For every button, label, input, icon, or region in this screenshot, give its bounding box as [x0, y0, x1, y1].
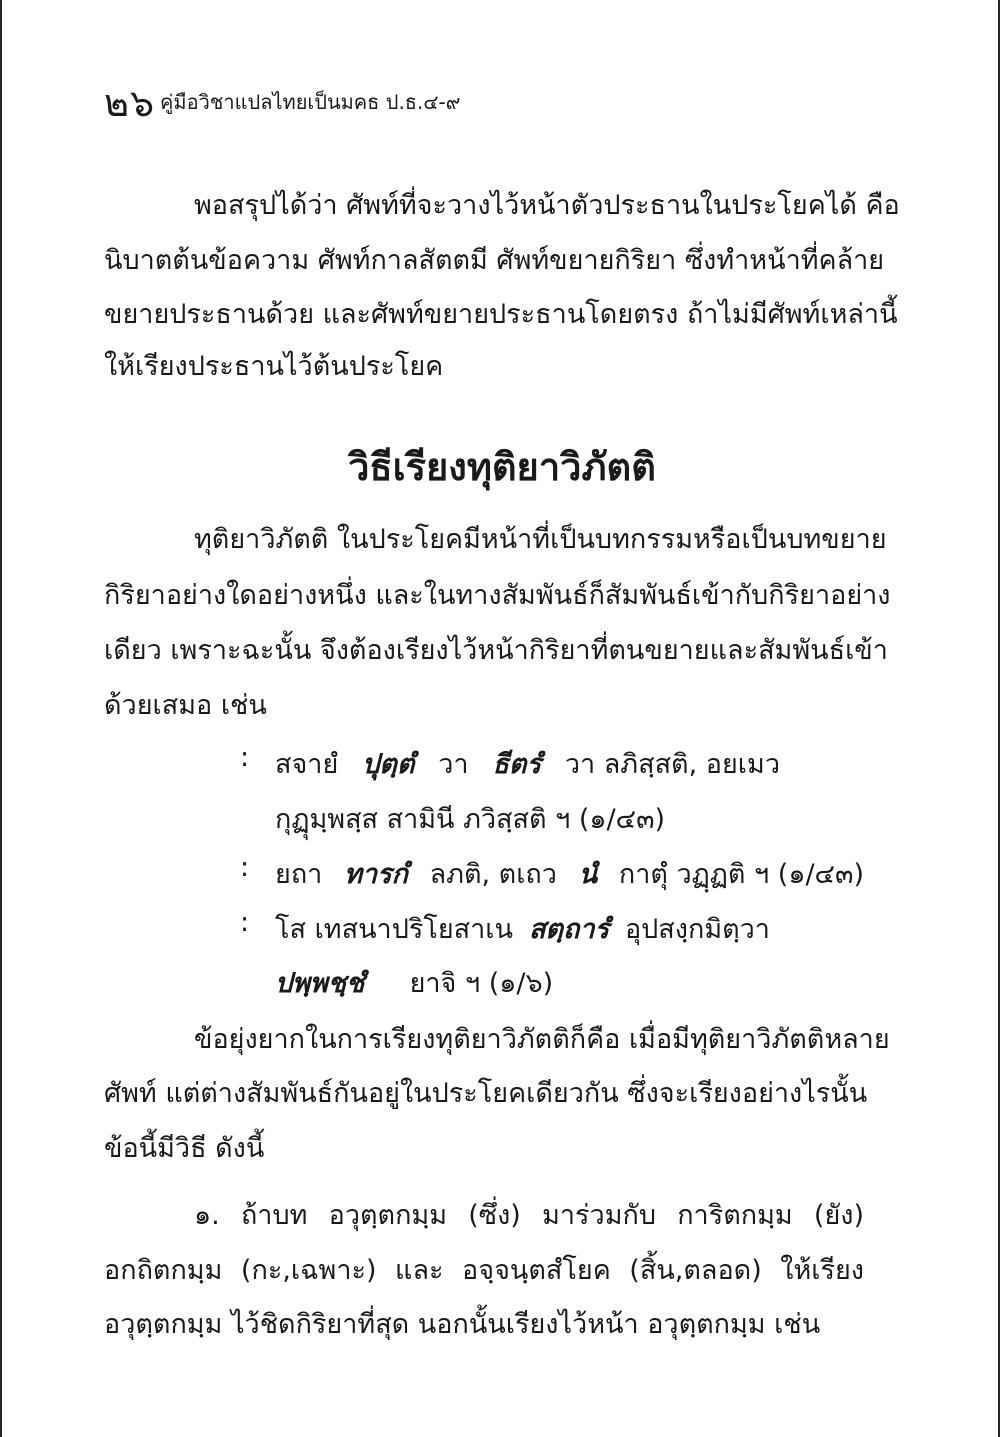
example-2-colon: :	[240, 852, 250, 883]
example-1-line-1	[275, 742, 780, 785]
ex3-line2-bold: ปพฺพชฺชํ	[275, 968, 365, 999]
para4-line-2: อกถิตกมฺม (กะ,เฉพาะ) และ อจฺจนฺตสํโยค (สิ้น,ตลอด) ให้เรียง	[104, 1255, 864, 1286]
ex1-word-b: ปุตฺตํ	[362, 749, 415, 780]
para4-line-3: อวุตฺตกมฺม ไว้ชิดกิริยาที่สุด นอกนั้นเรียงไว้หน้า อวุตฺตกมฺม เช่น	[104, 1309, 821, 1340]
para1-line-4: ให้เรียงประธานไว้ต้นประโยค	[104, 351, 444, 382]
para1-line-3: ขยายประธานด้วย และศัพท์ขยายประธานโดยตรง ถ้าไม่มีศัพท์เหล่านี้	[104, 299, 898, 330]
ex3-word-a: โส เทสนาปริโยสาเน	[275, 914, 513, 945]
ex2-word-c: ลภติ, ตเถว	[429, 859, 557, 890]
ex3-line2-rest: ยาจิ ฯ (๑/๖)	[409, 968, 554, 999]
ex2-word-b: ทารกํ	[344, 859, 408, 890]
para1-line-1: พอสรุปได้ว่า ศัพท์ที่จะวางไว้หน้าตัวประธานในประโยคได้ คือ	[194, 190, 900, 221]
book-title: คู่มือวิชาแปลไทยเป็นมคธ ป.ธ.๔-๙	[160, 90, 461, 114]
para4-line-1: ๑. ถ้าบท อวุตฺตกมฺม (ซึ่ง) มาร่วมกับ การิตกมฺม (ยัง)	[194, 1200, 864, 1231]
example-2-line-1	[275, 852, 864, 895]
page-number: ๒๖	[104, 81, 156, 125]
para3-line-2: ศัพท์ แต่ต่างสัมพันธ์กันอยู่ในประโยคเดียวกัน ซึ่งจะเรียงอย่างไรนั้น	[104, 1078, 868, 1109]
example-1-line-2: กุฏุมฺพสฺส สามินี ภวิสฺสติ ฯ (๑/๔๓)	[275, 804, 666, 835]
ex2-word-d: นํ	[578, 859, 598, 890]
ex1-word-e: วา ลภิสฺสติ, อยเมว	[564, 749, 780, 780]
ex3-word-b: สตฺถารํ	[528, 914, 609, 945]
para2-line-3: เดียว เพราะฉะนั้น จึงต้องเรียงไว้หน้ากิริยาที่ตนขยายและสัมพันธ์เข้า	[104, 635, 888, 666]
para1-line-2: นิบาตต้นข้อความ ศัพท์กาลสัตตมี ศัพท์ขยายกิริยา ซึ่งทำหน้าที่คล้าย	[104, 245, 885, 276]
example-3-line-2	[275, 961, 553, 1004]
para3-line-1: ข้อยุ่งยากในการเรียงทุติยาวิภัตติก็คือ เมื่อมีทุติยาวิภัตติหลาย	[194, 1024, 890, 1055]
ex1-word-a: สจายํ	[275, 749, 339, 780]
para3-line-3: ข้อนี้มีวิธี ดังนี้	[104, 1133, 265, 1164]
para2-line-2: กิริยาอย่างใดอย่างหนึ่ง และในทางสัมพันธ์ก็สัมพันธ์เข้ากับกิริยาอย่าง	[104, 580, 891, 611]
example-1-colon: :	[240, 742, 250, 773]
ex2-word-a: ยถา	[275, 859, 323, 890]
para2-line-4: ด้วยเสมอ เช่น	[104, 690, 267, 721]
ex2-word-e: กาตุํ วฏฺฏติ ฯ (๑/๔๓)	[618, 859, 864, 890]
ex3-word-c: อุปสงฺกมิตฺวา	[624, 914, 770, 945]
ex1-word-c: วา	[438, 749, 469, 780]
para2-line-1: ทุติยาวิภัตติ ในประโยคมีหน้าที่เป็นบทกรรมหรือเป็นบทขยาย	[194, 524, 887, 555]
example-3-line-1	[275, 907, 770, 950]
section-heading: วิธีเรียงทุติยาวิภัตติ	[348, 445, 656, 489]
example-3-colon: :	[240, 907, 250, 938]
ex1-word-d: ธีตรํ	[492, 749, 541, 780]
